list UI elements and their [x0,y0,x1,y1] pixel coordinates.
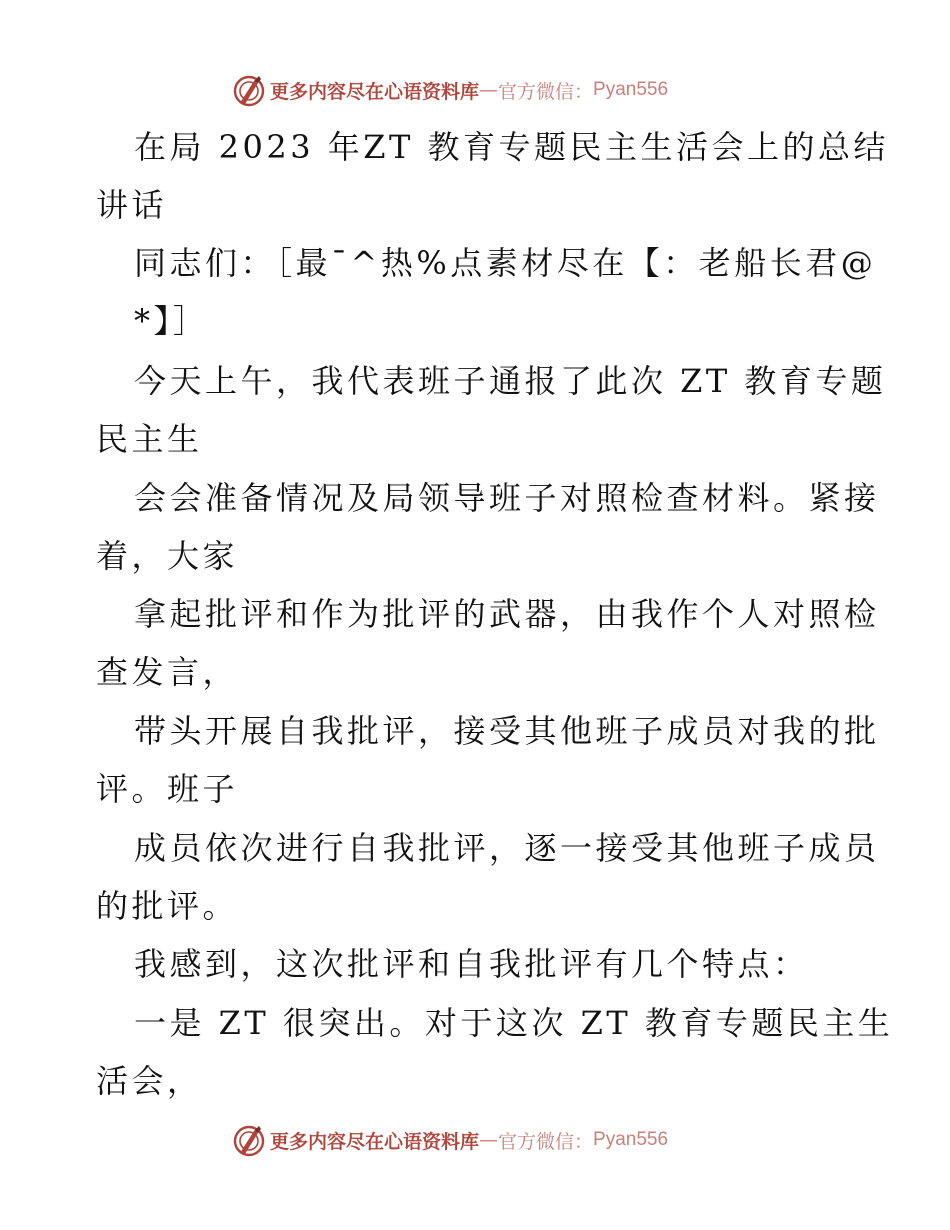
text-line: 评。班子 [96,770,239,808]
title-line-2: 讲话 [96,186,168,224]
watermark-name: 更多内容尽在心语资料库 [270,1130,480,1153]
text-line: 查发言， [96,653,239,691]
header-watermark [232,70,668,110]
text-line: 我感到，这次批评和自我批评有几个特点： [134,945,809,983]
pen-logo-icon [232,73,266,107]
watermark-id: Pyan556 [593,79,669,100]
text-line: 今天上午，我代表班子通报了此次 ZT 教育专题 [134,362,887,400]
text-line: 拿起批评和作为批评的武器，由我作个人对照检 [134,595,880,633]
text-line: 同志们：［最¯^热%点素材尽在【：老船长君@ [134,244,877,282]
text-line: 着，大家 [96,537,239,575]
watermark-dash: — [479,1129,499,1151]
footer-watermark [232,1120,668,1160]
text-line: 活会， [96,1062,203,1100]
watermark-contact: 官方微信： [498,80,594,103]
watermark-name: 更多内容尽在心语资料库 [270,80,480,103]
text-line: 会会准备情况及局领导班子对照检查材料。紧接 [134,479,880,517]
title-line-1: 在局 2023 年ZT 教育专题民主生活会上的总结 [134,128,890,166]
text-line: 民主生 [96,420,203,458]
watermark-id: Pyan556 [593,1129,669,1150]
watermark-contact: 官方微信： [498,1130,594,1153]
text-line: 成员依次进行自我批评，逐一接受其他班子成员 [134,829,880,867]
text-line: 带头开展自我批评，接受其他班子成员对我的批 [134,712,880,750]
text-line: 一是 ZT 很突出。对于这次 ZT 教育专题民主生 [134,1004,894,1042]
pen-logo-icon [232,1123,266,1157]
text-line: *】］ [134,302,209,340]
text-line: 的批评。 [96,887,239,925]
watermark-dash: — [479,79,499,101]
